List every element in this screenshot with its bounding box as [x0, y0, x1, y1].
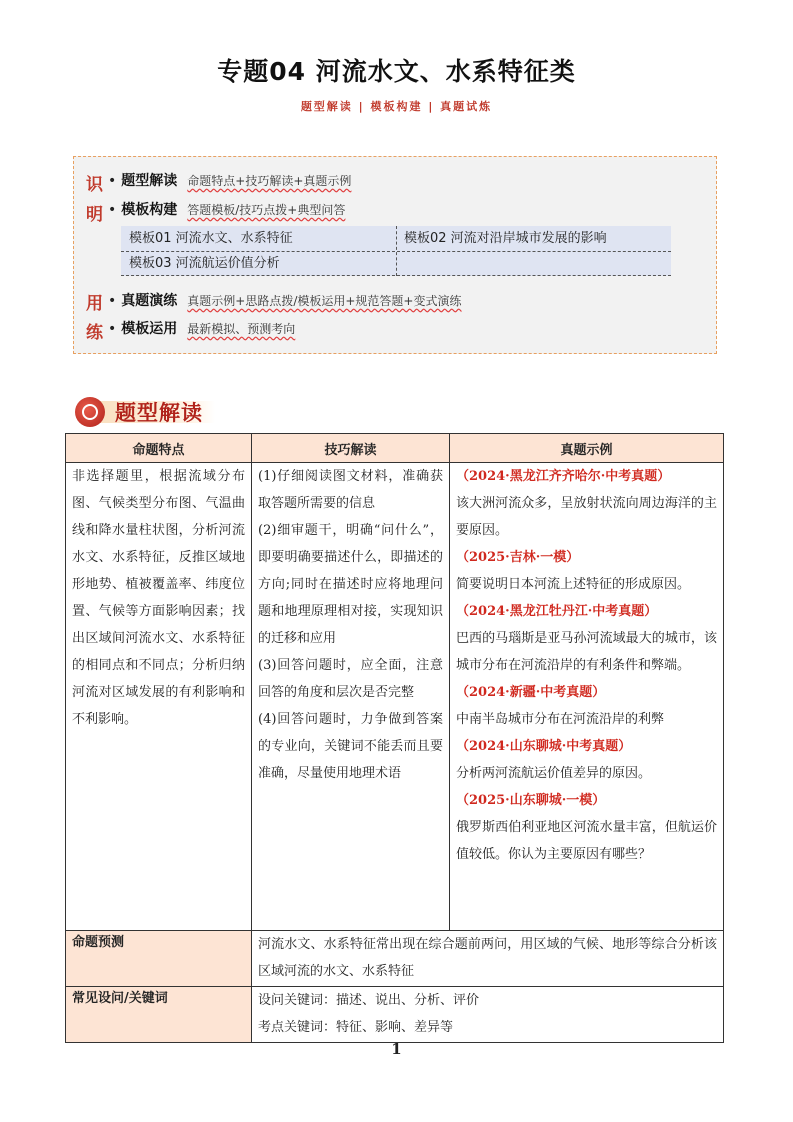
- page-number: 1: [391, 1040, 402, 1058]
- outline-row-label: 真题演练: [121, 293, 178, 309]
- example-text: 分析两河流航运价值差异的原因。: [456, 766, 652, 781]
- side-char-yong: 用: [86, 294, 103, 314]
- outline-row-3: [108, 290, 461, 310]
- side-char-ming: 明: [86, 205, 103, 225]
- example-source: （2024·山东聊城·中考真题）: [456, 739, 632, 754]
- skill-item: (4)回答问题时，力争做到答案的专业向，关键词不能丢而且要准确，尽量使用地理术语: [258, 712, 443, 781]
- table-header-row: [66, 434, 724, 463]
- outline-row-desc: 真题示例+思路点拨/模板运用+规范答题+变式演练: [187, 294, 462, 308]
- page-subtitle: 题型解读 | 模板构建 | 真题试炼: [300, 100, 493, 113]
- template-01: 模板01 河流水文、水系特征: [129, 231, 293, 246]
- examples-cell: [450, 463, 724, 931]
- outline-row-desc: 命题特点+技巧解读+真题示例: [187, 174, 352, 188]
- example-text: 俄罗斯西伯利亚地区河流水量丰富，但航运价值较低。你认为主要原因有哪些？: [456, 820, 717, 862]
- template-grid: [121, 226, 671, 276]
- skills-cell: [252, 463, 450, 931]
- keywords-cell: [252, 987, 724, 1043]
- side-char-shi: 识: [86, 175, 103, 195]
- page-title: 专题04 河流水文、水系特征类: [217, 57, 576, 86]
- keywords-line: 考点关键词：特征、影响、差异等: [258, 1020, 454, 1035]
- section-heading: [75, 395, 215, 429]
- skill-item: (1)仔细阅读图文材料，准确获取答题所需要的信息: [258, 469, 443, 511]
- header-examples: 真题示例: [450, 434, 724, 463]
- bullet-icon: •: [108, 321, 117, 337]
- header-skills: 技巧解读: [252, 434, 450, 463]
- example-source: （2024·黑龙江齐齐哈尔·中考真题）: [456, 469, 671, 484]
- outline-row-2: [108, 199, 345, 219]
- features-cell: [66, 463, 252, 931]
- example-text: 中南半岛城市分布在河流沿岸的利弊: [456, 712, 665, 727]
- example-source: （2024·黑龙江牡丹江·中考真题）: [456, 604, 658, 619]
- prediction-cell: [252, 931, 724, 987]
- header-features: 命题特点: [66, 434, 252, 463]
- bullet-icon: •: [108, 202, 117, 218]
- example-source: （2024·新疆·中考真题）: [456, 685, 606, 700]
- template-02: 模板02 河流对沿岸城市发展的影响: [404, 231, 607, 246]
- outline-row-desc: 答题模板/技巧点拨+典型问答: [187, 203, 346, 217]
- example-text: 简要说明日本河流上述特征的形成原因。: [456, 577, 691, 592]
- prediction-label: 命题预测: [66, 931, 252, 987]
- question-type-table: [65, 433, 724, 1043]
- bullet-icon: •: [108, 173, 117, 189]
- outline-row-4: [108, 318, 295, 338]
- outline-row-label: 模板运用: [121, 321, 178, 337]
- divider: [121, 251, 671, 252]
- example-source: （2025·山东聊城·一模）: [456, 793, 606, 808]
- example-text: 巴西的马瑙斯是亚马孙河流域最大的城市，该城市分布在河流沿岸的有利条件和弊端。: [456, 631, 717, 673]
- example-source: （2025·吉林·一模）: [456, 550, 580, 565]
- outline-row-desc: 最新模拟、预测考向: [187, 322, 296, 336]
- keywords-line: 设问关键词：描述、说出、分析、评价: [258, 993, 480, 1008]
- keywords-label: 常见设问/关键词: [66, 987, 252, 1043]
- table-row: [66, 931, 724, 987]
- table-row: [66, 463, 724, 931]
- section-badge-icon: [75, 397, 105, 427]
- template-03: 模板03 河流航运价值分析: [129, 256, 280, 271]
- side-char-lian: 练: [86, 323, 103, 343]
- section-heading-text: 题型解读: [115, 400, 203, 425]
- outline-row-label: 模板构建: [121, 202, 178, 218]
- table-row: [66, 987, 724, 1043]
- bullet-icon: •: [108, 293, 117, 309]
- features-text: 非选择题里，根据流域分布图、气候类型分布图、气温曲线和降水量柱状图，分析河流水文、水系特征，反推区域地形地势、植被覆盖率、纬度位置、气候等方面影响因素；找出区域间河流水文、水系特征的相同点和不同点；分析归纳河流对区域发展的有利影响和不利影响。: [72, 469, 245, 727]
- outline-row-label: 题型解读: [121, 173, 178, 189]
- outline-row-1: [108, 170, 351, 190]
- skill-item: (3)回答问题时，应全面，注意回答的角度和层次是否完整: [258, 658, 443, 700]
- divider: [121, 275, 671, 276]
- prediction-text: 河流水文、水系特征常出现在综合题前两问，用区域的气候、地形等综合分析该区域河流的水文、水系特征: [258, 937, 717, 979]
- example-text: 该大洲河流众多，呈放射状流向周边海洋的主要原因。: [456, 496, 717, 538]
- skill-item: (2)细审题干，明确“问什么”，即要明确要描述什么，即描述的方向;同时在描述时应将地理问题和地理原理相对接，实现知识的迁移和应用: [258, 523, 443, 646]
